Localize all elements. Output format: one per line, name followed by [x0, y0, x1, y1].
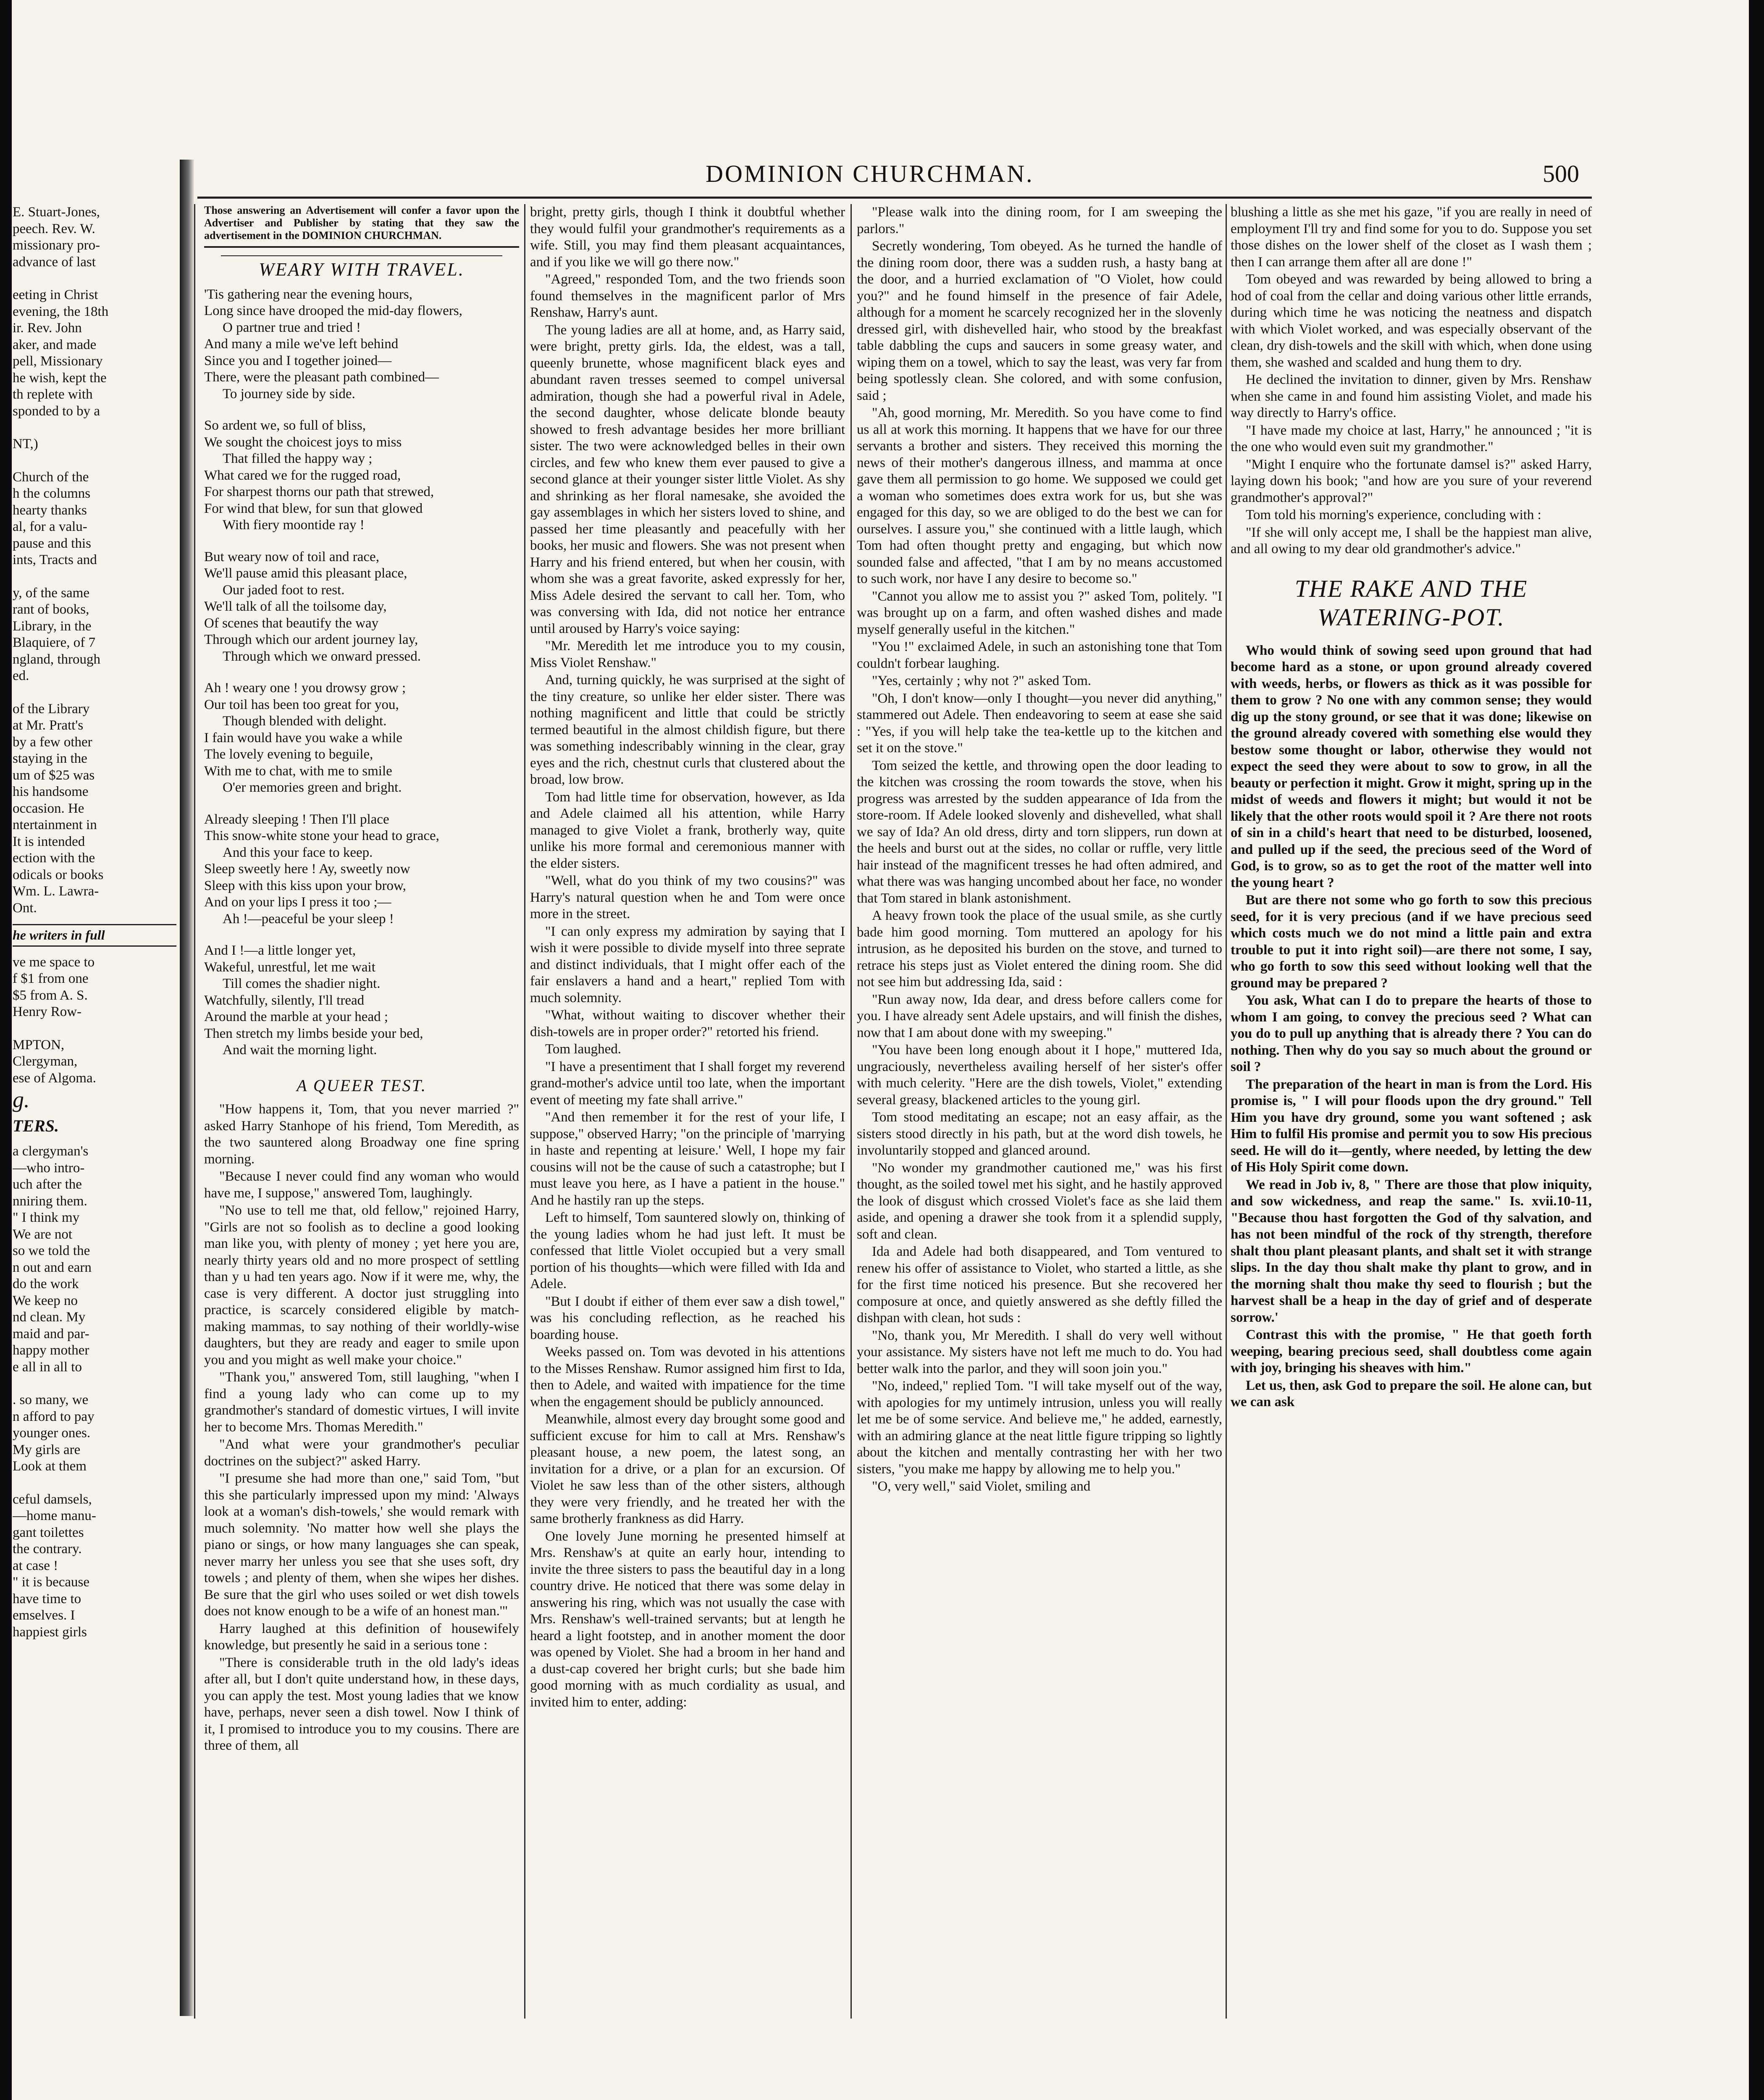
- paragraph: Secretly wondering, Tom obeyed. As he turned the handle of the dining room door, there was a sudden rush, a hasty bang at the door, and a hurried exclamation of "O Violet, how could you?" and he found himself in the presence of fair Adele, although for a moment he scarcely recognized her in the slovenly dressed girl, with dishevelled hair, who stood by the breakfast table dabbling the cups and saucers in some greasy water, and wiping them on a towel, which to say the least, was very far from being spotlessly clean. She colored, and with some confusion, said ;: [857, 239, 1222, 403]
- fragment-section-title: TERS.: [13, 1116, 59, 1135]
- fragment-line: Henry Row-: [13, 1004, 82, 1019]
- fragment-line: so we told the: [13, 1243, 90, 1258]
- fragment-line: ir. Rev. John: [13, 320, 82, 336]
- poem-line: To journey side by side.: [223, 386, 355, 402]
- paragraph: "I have a presentiment that I shall forget my reverend grand-mother's advice until too late, when the important event of meeting my fate shall arrive.": [530, 1059, 845, 1108]
- paragraph: Tom seized the kettle, and throwing open the door leading to the kitchen was crossing the room towards the stove, when his progress was arrested by the sudden appearance of Ida from the store-room. If Adele looked slovenly and dishevelled, what shall we say of Ida? An old dress, dirty and torn slippers, run down at the heels and burst out at the sides, no collar or ruffle, very little hair instead of the magnificent tresses he had often admired, and what there was was hanging uncombed about her face, no wonder that Tom stared in blank astonishment.: [857, 758, 1222, 906]
- paragraph: "And then remember it for the rest of your life, I suppose," observed Harry; "on the principle of 'marrying in haste and repenting at leisure.' Well, I hope my fair cousins will not be the cause of such a catastrophe; but I must leave you here, as I have a patient in the house." And he hastily ran up the steps.: [530, 1110, 845, 1208]
- fragment-line: his handsome: [13, 784, 89, 799]
- poem-stanza: [204, 942, 519, 1059]
- journal-title: DOMINION CHURCHMAN.: [706, 160, 1034, 187]
- advertiser-notice: Those answering an Advertisement will confer a favor upon the Advertiser and Publisher by stating that they saw the advertisement in the DOMINION CHURCHMAN.: [204, 204, 519, 248]
- fragment-line: We are not: [13, 1226, 73, 1242]
- fragment-line: Look at them: [13, 1459, 87, 1474]
- poem-stanza: [204, 680, 519, 796]
- poem-line: Our jaded foot to rest.: [223, 582, 345, 598]
- fragment-line: h the columns: [13, 486, 91, 501]
- fragment-large-letters: g.: [13, 1087, 30, 1112]
- poem-line: And on your lips I press it too ;—: [204, 895, 391, 910]
- fragment-line: a clergyman's: [13, 1144, 89, 1159]
- fragment-line: happy mother: [13, 1343, 89, 1358]
- poem-line: Watchfully, silently, I'll tread: [204, 992, 365, 1008]
- poem-stanza: [204, 417, 519, 534]
- fragment-line: [13, 569, 176, 585]
- fragment-line: nniring them.: [13, 1193, 87, 1209]
- paragraph: Weeks passed on. Tom was devoted in his attentions to the Misses Renshaw. Rumor assigned him first to Ida, then to Adele, and waited with impatience for the time when the engagement should be publicly announced.: [530, 1344, 845, 1410]
- fragment-line: uch after the: [13, 1177, 82, 1192]
- fragment-line: sponded to by a: [13, 403, 100, 419]
- fragment-line: emselves. I: [13, 1608, 75, 1623]
- paragraph: Let us, then, ask God to prepare the soil. He alone can, but we can ask: [1231, 1378, 1592, 1410]
- fragment-line: have time to: [13, 1591, 81, 1606]
- fragment-line: MPTON,: [13, 1037, 65, 1053]
- poem-line: O partner true and tried !: [223, 320, 361, 335]
- fragment-line: My girls are: [13, 1442, 81, 1457]
- paragraph: "Agreed," responded Tom, and the two friends soon found themselves in the magnificent parlor of Mrs Renshaw, Harry's aunt.: [530, 272, 845, 320]
- poem-line: O'er memories green and bright.: [223, 780, 402, 795]
- paragraph: "Yes, certainly ; why not ?" asked Tom.: [872, 673, 1092, 688]
- poem-title-block: [204, 255, 519, 278]
- fragment-line: maid and par-: [13, 1326, 89, 1341]
- fragment-lines-middle: [13, 954, 176, 1087]
- poem-line: And I !—a little longer yet,: [204, 943, 356, 958]
- fragment-line: —home manu-: [13, 1508, 96, 1523]
- poem-title: WEARY WITH TRAVEL.: [259, 259, 465, 280]
- fragment-line: advance of last: [13, 254, 96, 270]
- paragraph: "I presume she had more than one," said Tom, "but this she particularly impressed upon my mind: 'Always look at a woman's dish-towels,' she would remark with much solemnity. 'No matter how well she plays the piano or sings, or how many languages she can speak, never marry her unless you see that she uses soft, dry towels ; and plenty of them, when she wipes her dishes. Be sure that the girl who uses soiled or wet dish towels does not know enough to be a wife of an honest man.'": [204, 1471, 519, 1619]
- column-2: [530, 204, 845, 2027]
- fragment-line: Clergyman,: [13, 1054, 78, 1069]
- fragment-line: —who intro-: [13, 1160, 85, 1176]
- story-text: [204, 1101, 519, 1754]
- fragment-line: n out and earn: [13, 1260, 92, 1275]
- poem-line: We'll pause amid this pleasant place,: [204, 566, 407, 581]
- fragment-line: We keep no: [13, 1293, 78, 1308]
- fragment-line: n afford to pay: [13, 1409, 94, 1424]
- poem-line: For sharpest thorns our path that strewed,: [204, 484, 434, 499]
- fragment-heading: he writers in full: [13, 924, 176, 947]
- fragment-line: nd clean. My: [13, 1310, 86, 1325]
- fragment-line: gant toilettes: [13, 1525, 84, 1540]
- paragraph: And, turning quickly, he was surprised at the sight of the tiny creature, so unlike her elder sister. There was nothing magnificent and little that could be strictly termed beautiful in the almost childish figure, but there was something indescribably winning in the clear, gray eyes and the rich, chestnut curls that clustered about the broad, low brow.: [530, 672, 845, 787]
- story-text: [530, 204, 845, 1711]
- fragment-line: by a few other: [13, 734, 92, 750]
- fragment-line: do the work: [13, 1276, 79, 1292]
- poem-line: Ah ! weary one ! you drowsy grow ;: [204, 680, 406, 696]
- fragment-line: . so many, we: [13, 1392, 89, 1407]
- paragraph: "No, indeed," replied Tom. "I will take myself out of the way, with apologies for my untimely intrusion, unless you will really let me be of some service. And believe me," he added, earnestly, with an admiring glance at the neat little figure tripping so lightly about the kitchen and mentally contrasting her with her two sisters, "you make me happy by allowing me to help you.": [857, 1378, 1222, 1477]
- paragraph: "No use to tell me that, old fellow," rejoined Harry, "Girls are not so foolish as to decline a good looking man like you, with plenty of money ; yet here you are, nearly thirty years old and no more prospect of settling than y u had ten years ago. Now if it were me, why, the case is very different. A doctor just struggling into practice, is scarcely considered eligible by match-making mammas, to say nothing of their worldly-wise daughters, but they are ready and eager to smile upon you and you might as well make your choice.": [204, 1203, 519, 1368]
- paragraph: "How happens it, Tom, that you never married ?" asked Harry Stanhope of his friend, Tom Meredith, as the two sauntered along Broadway one fine spring morning.: [204, 1102, 519, 1167]
- story-title: A QUEER TEST.: [297, 1076, 427, 1095]
- scan-border-right: [1749, 0, 1764, 2100]
- poem-line: Long since have drooped the mid-day flowers,: [204, 303, 462, 318]
- story-text: [857, 204, 1222, 1495]
- fragment-line: f $1 from one: [13, 971, 89, 986]
- paragraph: "I can only express my admiration by saying that I wish it were possible to divide myself into three seprate and distinct individuals, that I might offer each of the fair enslavers a hand and a heart," replied Tom with much solemnity.: [530, 924, 845, 1005]
- title-rule: [221, 255, 502, 256]
- fragment-line: hearty thanks: [13, 502, 87, 518]
- poem-line: Through which we onward pressed.: [223, 648, 421, 664]
- fragment-line: th replete with: [13, 387, 93, 402]
- poem-stanza: [204, 549, 519, 665]
- fragment-lines-bottom: [13, 1143, 176, 1641]
- poem-line: 'Tis gathering near the evening hours,: [204, 286, 412, 302]
- fragment-line: " it is because: [13, 1575, 89, 1590]
- paragraph: Tom stood meditating an escape; not an easy affair, as the sisters stood directly in his path, but at the word dish towels, he involuntarily stopped and glanced around.: [857, 1110, 1222, 1158]
- poem-stanza: [204, 286, 519, 403]
- fragment-line: of the Library: [13, 701, 90, 717]
- poem-line: What cared we for the rugged road,: [204, 467, 401, 483]
- fragment-line: al, for a valu-: [13, 519, 87, 534]
- paragraph: "There is considerable truth in the old lady's ideas after all, but I don't quite understand how, in these days, you can apply the test. Most young ladies that we know have, perhaps, never seen a dish towel. Now I think of it, I promised to introduce you to my cousins. There are three of them, all: [204, 1655, 519, 1753]
- fragment-line: at case !: [13, 1558, 58, 1573]
- poem: [204, 286, 519, 1059]
- fragment-line: aker, and made: [13, 337, 97, 352]
- paragraph: "Well, what do you think of my two cousins?" was Harry's natural question when he and Tom were once more in the street.: [530, 873, 845, 921]
- column-rule: [194, 204, 195, 2019]
- column-rule: [1226, 204, 1227, 2019]
- poem-line: Though blended with delight.: [223, 714, 387, 729]
- poem-line: But weary now of toil and race,: [204, 549, 379, 564]
- fragment-line: [13, 420, 176, 436]
- poem-line: Since you and I together joined—: [204, 353, 392, 368]
- paragraph: "No, thank you, Mr Meredith. I shall do very well without your assistance. My sisters have not left me much to do. You had better walk into the parlor, and they will soon join you.": [857, 1328, 1222, 1376]
- paragraph: "And what were your grandmother's peculiar doctrines on the subject?" asked Harry.: [204, 1437, 519, 1469]
- page-number: 500: [1543, 160, 1579, 187]
- fragment-line: pause and this: [13, 536, 91, 551]
- fragment-line: staying in the: [13, 751, 87, 766]
- fragment-line: Wm. L. Lawra-: [13, 884, 99, 899]
- paragraph: Tom told his morning's experience, concluding with :: [1246, 507, 1541, 522]
- paragraph: "Ah, good morning, Mr. Meredith. So you have come to find us all at work this morning. It happens that we have for our three servants a brother and sisters. They received this morning the news of their mother's dangerous illness, and mamma at once gave them all permission to go home. We supposed we could get a woman who sometimes does extra work for us, but she was engaged for this day, so we are obliged to do the best we can for ourselves. I assure you," she continued with a little laugh, which Tom had often thought pretty and engaging, but which now sounded false and affected, "that I am by no means accustomed to such work, nor have I any desire to become so.": [857, 405, 1222, 586]
- paragraph: Harry laughed at this definition of housewifely knowledge, but presently he said in a serious tone :: [204, 1621, 519, 1653]
- poem-line: So ardent we, so full of bliss,: [204, 418, 366, 433]
- paragraph: "Please walk into the dining room, for I am sweeping the parlors.": [857, 205, 1222, 236]
- paragraph: "Run away now, Ida dear, and dress before callers come for you. I have already sent Adele upstairs, and will finish the dishes, now that I am about done with my sweeping.": [857, 992, 1222, 1040]
- fragment-line: younger ones.: [13, 1425, 91, 1441]
- paragraph: He declined the invitation to dinner, given by Mrs. Renshaw when she came in and found him assisting Violet, and made his way directly to Harry's office.: [1231, 372, 1592, 420]
- paragraph: "Because I never could find any woman who would have me, I suppose," answered Tom, laughingly.: [204, 1169, 519, 1201]
- poem-line: With me to chat, with me to smile: [204, 763, 392, 779]
- fragment-lines-top: [13, 204, 176, 916]
- paragraph: "Oh, I don't know—only I thought—you never did anything," stammered out Adele. Then endeavoring to seem at ease she said : "Yes, if you will help take the tea-kettle up to the kitchen and set it on the stove.": [857, 690, 1222, 756]
- fragment-line: ngland, through: [13, 651, 100, 667]
- poem-line: We'll talk of all the toilsome day,: [204, 599, 387, 614]
- poem-line: Sleep with this kiss upon your brow,: [204, 878, 406, 893]
- fragment-line: um of $25 was: [13, 767, 95, 783]
- paragraph: Tom obeyed and was rewarded by being allowed to bring a hod of coal from the cellar and doing various other little errands, during which time he was noticing the neatness and dispatch with which Violet worked, and was especially observant of the clean, dry dish-towels and the skill with which, when done using them, she washed and scalded and hung them to dry.: [1231, 272, 1592, 370]
- fragment-line: pell, Missionary: [13, 354, 103, 369]
- paragraph: "But I doubt if either of them ever saw a dish towel," was his concluding reflection, as he reached his boarding house.: [530, 1294, 845, 1342]
- fragment-line: evening, the 18th: [13, 304, 109, 319]
- fragment-line: " I think my: [13, 1210, 80, 1225]
- poem-line: Of scenes that beautify the way: [204, 615, 379, 631]
- section-title: THE RAKE AND THE WATERING-POT.: [1294, 575, 1528, 631]
- fragment-line: It is intended: [13, 834, 85, 849]
- fragment-line: [13, 1475, 176, 1491]
- poem-line: And this your face to keep.: [223, 845, 373, 860]
- poem-line: For wind that blew, for sun that glowed: [204, 501, 423, 516]
- paragraph: "You have been long enough about it I hope," muttered Ida, ungraciously, nevertheless availing herself of her sister's offer with much celerity. "Here are the dish towels, Violet," extending several greasy, blackened articles to the young girl.: [857, 1042, 1222, 1108]
- column-1: [204, 204, 519, 2027]
- poem-line: There, were the pleasant path combined—: [204, 370, 439, 385]
- fragment-line: ntertainment in: [13, 817, 97, 832]
- paragraph: A heavy frown took the place of the usual smile, as she curtly bade him good morning. Tom muttered an apology for his intrusion, as he deposited his burden on the stove, and turned to retrace his steps just as Violet entered the dining room. She did not see him but addressing Ida, said :: [857, 908, 1222, 990]
- fragment-line: ints, Tracts and: [13, 552, 97, 567]
- fragment-line: Church of the: [13, 469, 89, 485]
- paragraph: "You !" exclaimed Adele, in such an astonishing tone that Tom couldn't forbear laughing.: [857, 639, 1222, 671]
- poem-line: Till comes the shadier night.: [223, 976, 381, 991]
- paragraph: "O, very well," said Violet, smiling and: [872, 1479, 1091, 1494]
- fragment-line: occasion. He: [13, 801, 84, 816]
- fragment-line: ese of Algoma.: [13, 1070, 96, 1086]
- fragment-line: y, of the same: [13, 585, 89, 601]
- paragraph: "Might I enquire who the fortunate damsel is?" asked Harry, laying down his book; "and how are you sure of your reverend grandmother's approval?": [1231, 457, 1592, 505]
- article-text: [1231, 643, 1592, 1411]
- fragment-line: missionary pro-: [13, 238, 100, 253]
- fragment-line: e all in all to: [13, 1359, 82, 1375]
- poem-line: Already sleeping ! Then I'll place: [204, 811, 389, 827]
- column-4: [1231, 204, 1592, 2027]
- paragraph: Who would think of sowing seed upon ground that had become hard as a stone, or upon ground already covered with weeds, herbs, or flowers as thick as it was possible for them to grow ? No one with any common sense; they would dig up the stony ground, or see that it was done; likewise on the ground already covered with something else would they bestow some thought or labor, otherwise they would not expect the seed they were about to sow to grow, in all the beauty or perfection it might. Grow it might, spring up in the midst of weeds and flowers it might; but would it not be likely that the other roots would spoil it ? Are there not roots of sin in a child's heart that need to be disturbed, loosened, and pulled up if the seed, the precious seed of the Word of God, is to grow, so as to get the root of the matter well into the young heart ?: [1231, 643, 1592, 890]
- column-3: [857, 204, 1222, 2027]
- scan-border-left: [0, 0, 12, 2100]
- paragraph: "Cannot you allow me to assist you ?" asked Tom, politely. "I was brought up on a farm, and often washed dishes and made myself generally useful in the kitchen.": [857, 588, 1222, 637]
- column-rule: [524, 204, 525, 2019]
- paragraph: "What, without waiting to discover whether their dish-towels are in proper order?" retorted his friend.: [530, 1008, 845, 1040]
- poem-stanza: [204, 811, 519, 928]
- poem-line: And wait the morning light.: [223, 1042, 377, 1058]
- fragment-line: [13, 685, 176, 701]
- paragraph: One lovely June morning he presented himself at Mrs. Renshaw's at quite an early hour, intending to invite the three sisters to pass the beautiful day in a long country drive. He noticed that there was some delay in answering his ring, which was not usually the case with Mrs. Renshaw's well-trained servants; but at length he heard a light footstep, and in another moment the door was opened by Violet. She had a broom in her hand and a dust-cap covered her bright curls; but she bade him good morning with as much cordiality as usual, and invited him to enter, adding:: [530, 1528, 845, 1710]
- paragraph: bright, pretty girls, though I think it doubtful whether they would fulfil your grandmother's requirements as a wife. Still, you may find them pleasant acquaintances, and if you like we will go there now.": [530, 205, 845, 270]
- paragraph: The young ladies are all at home, and, as Harry said, were bright, pretty girls. Ida, the eldest, was a tall, queenly brunette, whose magnificent black eyes and abundant raven tresses seemed to compel universal admiration, though she had a powerful rival in Adele, the second daughter, whose delicate blonde beauty showed to fresh advantage besides her more brilliant sister. The two were acknowledged belles in their own circles, and few who knew them ever paused to give a second glance at their younger sister little Violet. As shy and shrinking as her floral namesake, she avoided the gay assemblages in which her sisters loved to shine, and passed her time pleasantly and peacefully with her books, her music and flowers. She was not present when Harry and his friend entered, but when her cousin, with whom she was a great favorite, asked expressly for her, Miss Adele desired the servant to call her. Tom, who was conversing with Ida, did not notice her entrance until aroused by Harry's voice saying:: [530, 322, 845, 636]
- fragment-line: ection with the: [13, 850, 95, 866]
- paragraph: Tom had little time for observation, however, as Ida and Adele claimed all his attention, while Harry managed to give Violet a frank, brotherly way, quite unlike his more formal and ceremonious manner with the elder sisters.: [530, 789, 845, 871]
- poem-line: With fiery moontide ray !: [223, 517, 365, 533]
- fragment-line: [13, 1376, 176, 1392]
- paragraph: Ida and Adele had both disappeared, and Tom ventured to renew his offer of assistance to Violet, who started a little, as she for the first time noticed his presence. But she recovered her composure at once, and quietly answered as she deftly filled the dishpan with clean, hot suds :: [857, 1244, 1222, 1326]
- fragment-line: the contrary.: [13, 1541, 82, 1557]
- paragraph: "No wonder my grandmother cautioned me," was his first thought, as the soiled towel met his sight, and he hastily approved the look of disgust which crossed Violet's face as she laid them aside, and opening a drawer she took from it a splendid supply, soft and clean.: [857, 1160, 1222, 1242]
- fragment-line: Ont.: [13, 900, 37, 916]
- poem-line: Sleep sweetly here ! Ay, sweetly now: [204, 861, 410, 877]
- column-rule: [850, 204, 852, 2019]
- paragraph: Contrast this with the promise, " He that goeth forth weeping, bearing precious seed, shall doubtless come again with joy, bringing his sheaves with him.": [1231, 1327, 1592, 1376]
- running-head: [202, 160, 1579, 197]
- header-rule: [197, 197, 1592, 199]
- poem-line: Then stretch my limbs beside your bed,: [204, 1026, 423, 1041]
- paragraph: blushing a little as she met his gaze, "if you are really in need of employment I'll try and find some for you to do. Suppose you set those dishes on the lower shelf of the closet as I wash them ; then I can arrange them after all are done !": [1231, 205, 1592, 270]
- fragment-line: NT,): [13, 436, 38, 452]
- fragment-line: $5 from A. S.: [13, 987, 88, 1003]
- paragraph: But are there not some who go forth to sow this precious seed, for it is very precious (and if we have precious seed which costs much we do not mind a little pain and extra trouble to put it into right soil)—are there not some, I say, who go forth to sow this seed without looking well that the ground may be prepared ?: [1231, 892, 1592, 991]
- page-fold-shadow: [180, 160, 194, 2016]
- poem-line: Our toil has been too great for you,: [204, 697, 399, 712]
- poem-line: Around the marble at your head ;: [204, 1009, 388, 1024]
- poem-line: This snow-white stone your head to grace,: [204, 828, 439, 843]
- fragment-line: E. Stuart-Jones,: [13, 205, 100, 220]
- paragraph: Left to himself, Tom sauntered slowly on, thinking of the young ladies whom he had just left. It must be confessed that little Violet occupied but a very small portion of his thoughts—which were filled with Ida and Adele.: [530, 1210, 845, 1292]
- poem-line: Wakeful, unrestful, let me wait: [204, 959, 375, 975]
- fragment-line: at Mr. Pratt's: [13, 718, 84, 733]
- fragment-line: ve me space to: [13, 954, 95, 970]
- paragraph: "I have made my choice at last, Harry," he announced ; "it is the one who would even suit my grandmother.": [1231, 423, 1592, 454]
- paragraph: "If she will only accept me, I shall be the happiest man alive, and all owing to my dear old grandmother's advice.": [1231, 525, 1592, 556]
- fragment-line: rant of books,: [13, 602, 89, 617]
- fragment-line: peech. Rev. W.: [13, 221, 95, 236]
- fragment-line: happiest girls: [13, 1624, 87, 1640]
- paragraph: Tom laughed.: [545, 1042, 621, 1057]
- poem-line: And many a mile we've left behind: [204, 336, 399, 352]
- fragment-line: odicals or books: [13, 867, 104, 882]
- poem-line: I fain would have you wake a while: [204, 730, 402, 746]
- fragment-line: eeting in Christ: [13, 287, 98, 302]
- paragraph: We read in Job iv, 8, " There are those that plow iniquity, and sow wickedness, and reap the same." Is. xvii.10-11, "Because thou hast forgotten the God of thy salvation, and has not been mindful of the rock of thy strength, therefore shalt thou plant pleasant plants, and shalt set it with strange slips. In the day thou shalt make thy plant to grow, and in the morning shalt thou make thy seed to flourish ; but the harvest shall be a heap in the day of grief and of desperate sorrow.': [1231, 1177, 1592, 1325]
- paragraph: "Thank you," answered Tom, still laughing, "when I find a young lady who can come up to my grandmother's standard of domestic virtues, I will invite her to become Mrs. Thomas Meredith.": [204, 1370, 519, 1435]
- fragment-line: ed.: [13, 668, 29, 683]
- poem-line: Through which our ardent journey lay,: [204, 632, 418, 647]
- fragment-line: Blaquiere, of 7: [13, 635, 96, 650]
- poem-line: That filled the happy way ;: [223, 451, 373, 466]
- paragraph: You ask, What can I do to prepare the hearts of those to whom I am going, to convey the precious seed ? What can you do to pull up anything that is already there ? You can do nothing. Then why do you say so much about the ground or soil ?: [1231, 993, 1592, 1074]
- poem-line: We sought the choicest joys to miss: [204, 434, 402, 450]
- paragraph: The preparation of the heart in man is from the Lord. His promise is, " I will pour floods upon the dry ground." Tell Him you have dry ground, some you want softened ; ask Him to fulfil His promise and permit you to sow His precious seed. He will do it—gently, where needed, by letting the dew of His Holy Spirit come down.: [1231, 1076, 1592, 1175]
- fragment-line: [13, 453, 176, 469]
- fragment-line: Library, in the: [13, 618, 92, 634]
- paragraph: Meanwhile, almost every day brought some good and sufficient excuse for him to call at Mrs. Renshaw's pleasant house, a new poem, the latest song, an invitation for a drive, or a plan for an excursion. Of Violet he saw less than of the other sisters, although they were very friendly, and he treated her with the same brotherly frankness as did Harry.: [530, 1412, 845, 1526]
- fragment-line: [13, 270, 176, 287]
- story-text: [1231, 204, 1592, 558]
- fragment-line: he wish, kept the: [13, 370, 107, 386]
- facing-page-fragment: [13, 204, 176, 2027]
- fragment-line: [13, 1021, 176, 1037]
- poem-line: Ah !—peaceful be your sleep !: [223, 911, 394, 927]
- fragment-line: ceful damsels,: [13, 1491, 92, 1507]
- poem-line: The lovely evening to beguile,: [204, 747, 373, 762]
- paragraph: "Mr. Meredith let me introduce you to my cousin, Miss Violet Renshaw.": [530, 638, 845, 670]
